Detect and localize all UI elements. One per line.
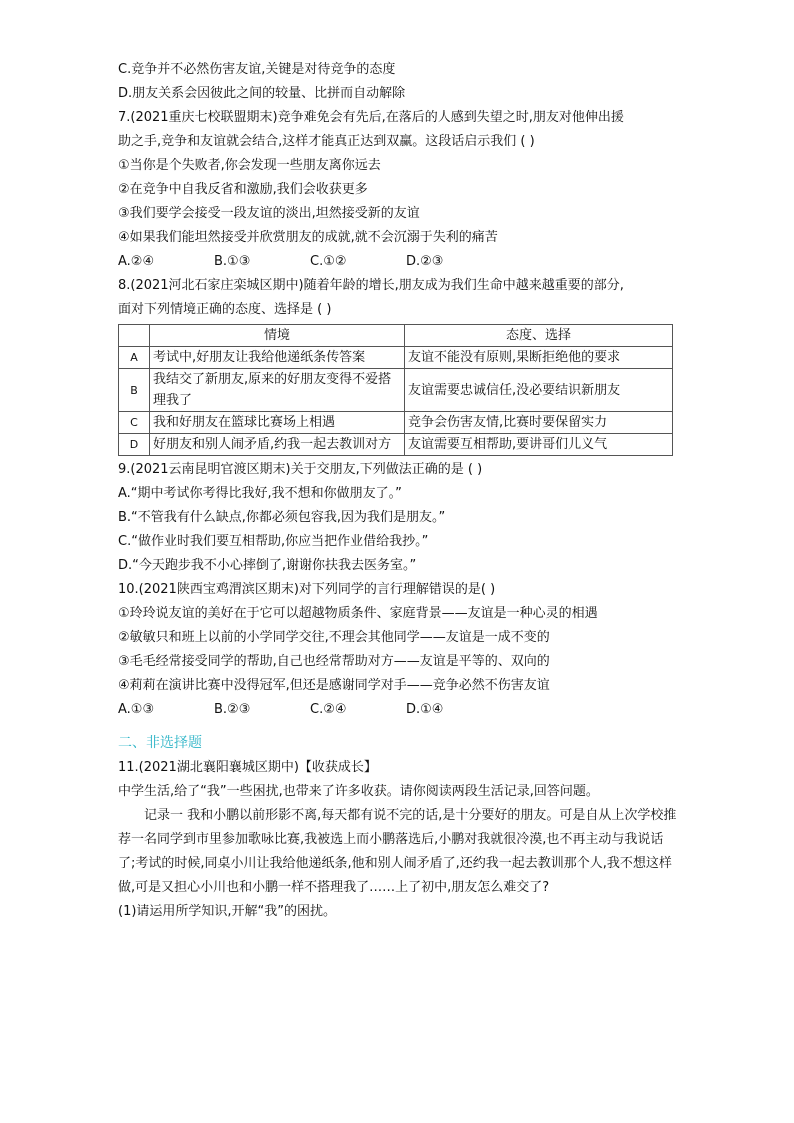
q8-row-attitude: 友谊需要忠诚信任,没必要结识新朋友	[405, 369, 673, 412]
q11-intro: 中学生活,给了“我”一些困扰,也带来了许多收获。请你阅读两段生活记录,回答问题。	[118, 784, 599, 799]
q8-stem-line1: 8.(2021河北石家庄栾城区期中)随着年龄的增长,朋友成为我们生命中越来越重要的部分,	[118, 278, 624, 293]
q8-header-attitude: 态度、选择	[405, 325, 673, 347]
table-row	[119, 412, 673, 434]
q9-option-a: A.“期中考试你考得比我好,我不想和你做朋友了。”	[118, 486, 402, 501]
q10-stem: 10.(2021陕西宝鸡渭滨区期末)对下列同学的言行理解错误的是( )	[118, 582, 496, 597]
q8-table	[118, 324, 673, 456]
q8-row-key: A	[119, 347, 150, 369]
q9-option-c: C.“做作业时我们要互相帮助,你应当把作业借给我抄。”	[118, 534, 429, 549]
q8-header-blank	[119, 325, 150, 347]
q8-row-situation: 考试中,好朋友让我给他递纸条传答案	[150, 347, 405, 369]
q10-statement-3: ③毛毛经常接受同学的帮助,自己也经常帮助对方——友谊是平等的、双向的	[118, 654, 550, 669]
q8-row-key: B	[119, 369, 150, 412]
table-row	[119, 347, 673, 369]
q8-row-situation: 好朋友和别人闹矛盾,约我一起去教训对方	[150, 434, 405, 456]
table-row	[119, 434, 673, 456]
q11-record-one: 记录一 我和小鹏以前形影不离,每天都有说不完的话,是十分要好的朋友。可是自从上次学校推荐一名同学到市里参加歌咏比赛,我被选上而小鹏落选后,小鹏对我就很冷漠,也不再主动与我说话了;考试的时候,同桌小川让我给他递纸条,他和别人闹矛盾了,还约我一起去教训那个人,我不想这样做,可是又担心小川也和小鹏一样不搭理我了……上了初中,朋友怎么难交了?	[118, 808, 677, 895]
q8-header-situation: 情境	[150, 325, 405, 347]
q9-option-d: D.“今天跑步我不小心摔倒了,谢谢你扶我去医务室。”	[118, 558, 417, 573]
q10-statement-2: ②敏敏只和班上以前的小学同学交往,不理会其他同学——友谊是一成不变的	[118, 630, 550, 645]
document-page	[118, 58, 678, 924]
q10-option-d: D.①④	[406, 702, 444, 717]
q7-option-a: A.②④	[118, 254, 155, 269]
q7-stem-line2: 助之手,竞争和友谊就会结合,这样才能真正达到双赢。这段话启示我们 ( )	[118, 134, 535, 149]
q7-options	[118, 250, 678, 274]
q10-statement-1: ①玲玲说友谊的美好在于它可以超越物质条件、家庭背景——友谊是一种心灵的相遇	[118, 606, 598, 621]
q10-option-c: C.②④	[310, 702, 347, 717]
q8-stem-line2: 面对下列情境正确的态度、选择是 ( )	[118, 302, 332, 317]
q10-option-a: A.①③	[118, 702, 155, 717]
table-row	[119, 369, 673, 412]
q7-statement-3: ③我们要学会接受一段友谊的淡出,坦然接受新的友谊	[118, 206, 420, 221]
q6-option-d: D.朋友关系会因彼此之间的较量、比拼而自动解除	[118, 86, 406, 101]
q8-row-attitude: 友谊不能没有原则,果断拒绝他的要求	[405, 347, 673, 369]
q7-option-b: B.①③	[214, 254, 251, 269]
q6-option-c: C.竞争并不必然伤害友谊,关键是对待竞争的态度	[118, 62, 396, 77]
q11-subquestion-1: (1)请运用所学知识,开解“我”的困扰。	[118, 904, 337, 919]
q8-row-situation: 我结交了新朋友,原来的好朋友变得不爱搭理我了	[150, 369, 405, 412]
q8-row-key: D	[119, 434, 150, 456]
q7-stem-line1: 7.(2021重庆七校联盟期末)竞争难免会有先后,在落后的人感到失望之时,朋友对他伸出援	[118, 110, 624, 125]
q8-table-header	[119, 325, 673, 347]
q9-option-b: B.“不管我有什么缺点,你都必须包容我,因为我们是朋友。”	[118, 510, 446, 525]
q10-options	[118, 698, 678, 722]
q7-option-c: C.①②	[310, 254, 347, 269]
q11-stem: 11.(2021湖北襄阳襄城区期中)【收获成长】	[118, 760, 377, 775]
q7-statement-2: ②在竞争中自我反省和激励,我们会收获更多	[118, 182, 368, 197]
q9-stem: 9.(2021云南昆明官渡区期末)关于交朋友,下列做法正确的是 ( )	[118, 462, 483, 477]
q10-statement-4: ④莉莉在演讲比赛中没得冠军,但还是感谢同学对手——竞争必然不伤害友谊	[118, 678, 550, 693]
section-heading: 二、非选择题	[118, 735, 202, 751]
q7-option-d: D.②③	[406, 254, 444, 269]
q8-row-attitude: 友谊需要互相帮助,要讲哥们儿义气	[405, 434, 673, 456]
q7-statement-1: ①当你是个失败者,你会发现一些朋友离你远去	[118, 158, 381, 173]
q8-row-attitude: 竞争会伤害友情,比赛时要保留实力	[405, 412, 673, 434]
q7-statement-4: ④如果我们能坦然接受并欣赏朋友的成就,就不会沉溺于失利的痛苦	[118, 230, 498, 245]
q8-row-key: C	[119, 412, 150, 434]
q8-row-situation: 我和好朋友在篮球比赛场上相遇	[150, 412, 405, 434]
q10-option-b: B.②③	[214, 702, 251, 717]
